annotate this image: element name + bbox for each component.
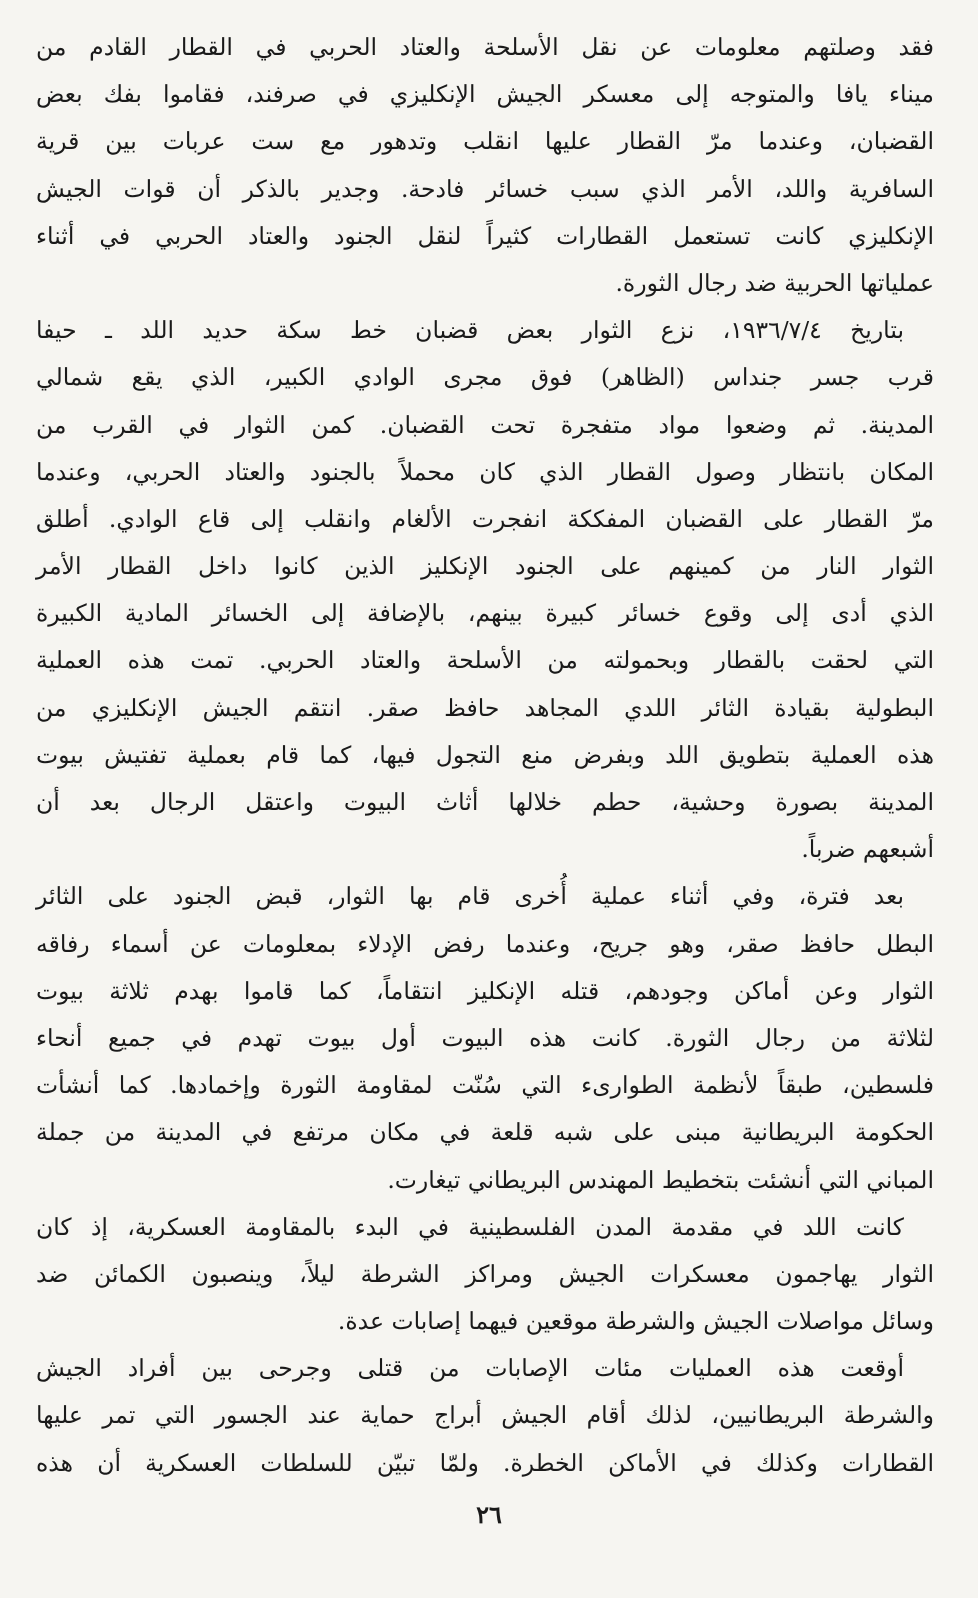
text-line: وسائل مواصلات الجيش والشرطة موقعين فيهما إصابات عدة. — [337, 1307, 934, 1336]
paragraph-2 — [36, 307, 934, 873]
text-line: الذي أدى إلى وقوع خسائر كبيرة بينهم، بالإضافة إلى الخسائر المادية الكبيرة — [36, 599, 934, 628]
text-line: التي لحقت بالقطار وبحمولته من الأسلحة والعتاد الحربي. تمت هذه العملية — [36, 646, 934, 675]
text-line: فلسطين، طبقاً لأنظمة الطوارىء التي سُنّت لمقاومة الثورة وإخمادها. كما أنشأت — [36, 1071, 934, 1100]
text-line: المدينة بصورة وحشية، حطم خلالها أثاث البيوت واعتقل الرجال بعد أن — [36, 788, 934, 816]
text-line: مرّ القطار على القضبان المفككة انفجرت الألغام وانقلب إلى قاع الوادي. أطلق — [36, 504, 934, 533]
text-line: قرب جسر جنداس (الظاهر) فوق مجرى الوادي الكبير، الذي يقع شمالي — [36, 363, 934, 392]
text-line: الثوار النار من كمينهم على الجنود الإنكليز الذين كانوا داخل القطار الأمر — [36, 552, 934, 581]
text-line: هذه العملية بتطويق اللد وبفرض منع التجول فيها، كما قام بعملية تفتيش بيوت — [36, 740, 934, 769]
text-line: الإنكليزي كانت تستعمل القطارات كثيراً لنقل الجنود والعتاد الحربي في أثناء — [36, 221, 934, 250]
text-line: القطارات وكذلك في الأماكن الخطرة. ولمّا تبيّن للسلطات العسكرية أن هذه — [36, 1448, 934, 1477]
text-line: ميناء يافا والمتوجه إلى معسكر الجيش الإنكليزي في صرفند، فقاموا بفك بعض — [36, 80, 934, 109]
text-line: البطل حافظ صقر، وهو جريح، وعندما رفض الإدلاء بمعلومات عن أسماء رفاقه — [36, 929, 934, 958]
paragraph-4 — [36, 1204, 934, 1346]
text-line: عملياتها الحربية ضد رجال الثورة. — [615, 268, 934, 297]
text-line: لثلاثة من رجال الثورة. كانت هذه البيوت أول بيوت تهدم في جميع أنحاء — [36, 1023, 934, 1052]
text-line: القضبان، وعندما مرّ القطار عليها انقلب وتدهور مع ست عربات بين قرية — [36, 127, 934, 156]
text-line: البطولية بقيادة الثائر اللدي المجاهد حافظ صقر. انتقم الجيش الإنكليزي من — [36, 693, 934, 722]
paragraph-5 — [36, 1345, 934, 1487]
text-line: والشرطة البريطانيين، لذلك أقام الجيش أبراج حماية عند الجسور التي تمر عليها — [36, 1401, 934, 1430]
text-line: فقد وصلتهم معلومات عن نقل الأسلحة والعتاد الحربي في القطار القادم من — [36, 33, 934, 61]
paragraph-1 — [36, 24, 934, 307]
text-line: بتاريخ ١٩٣٦/٧/٤، نزع الثوار بعض قضبان خط سكة حديد اللد ـ حيفا — [36, 316, 904, 345]
text-line: الحكومة البريطانية مبنى على شبه قلعة في مكان مرتفع في المدينة من جملة — [36, 1118, 934, 1147]
text-line: الثوار وعن أماكن وجودهم، قتله الإنكليز انتقاماً، كما قاموا بهدم ثلاثة بيوت — [36, 976, 934, 1005]
text-line: المكان بانتظار وصول القطار الذي كان محملاً بالجنود والعتاد الحربي، وعندما — [36, 457, 934, 486]
text-line: الثوار يهاجمون معسكرات الجيش ومراكز الشرطة ليلاً، وينصبون الكمائن ضد — [36, 1259, 934, 1288]
text-line: أشبعهم ضرباً. — [801, 835, 934, 864]
text-line: المدينة. ثم وضعوا مواد متفجرة تحت القضبان. كمن الثوار في القرب من — [36, 410, 934, 439]
text-line: أوقعت هذه العمليات مئات الإصابات من قتلى وجرحى بين أفراد الجيش — [36, 1354, 904, 1383]
text-line: بعد فترة، وفي أثناء عملية أُخرى قام بها الثوار، قبض الجنود على الثائر — [36, 882, 904, 911]
text-line: السافرية واللد، الأمر الذي سبب خسائر فادحة. وجدير بالذكر أن قوات الجيش — [36, 174, 934, 203]
book-page — [36, 24, 934, 1544]
paragraph-3 — [36, 873, 934, 1203]
text-line: المباني التي أنشئت بتخطيط المهندس البريطاني تيغارت. — [387, 1165, 934, 1194]
page-number: ٢٦ — [476, 1500, 502, 1529]
text-line: كانت اللد في مقدمة المدن الفلسطينية في البدء بالمقاومة العسكرية، إذ كان — [36, 1212, 904, 1241]
